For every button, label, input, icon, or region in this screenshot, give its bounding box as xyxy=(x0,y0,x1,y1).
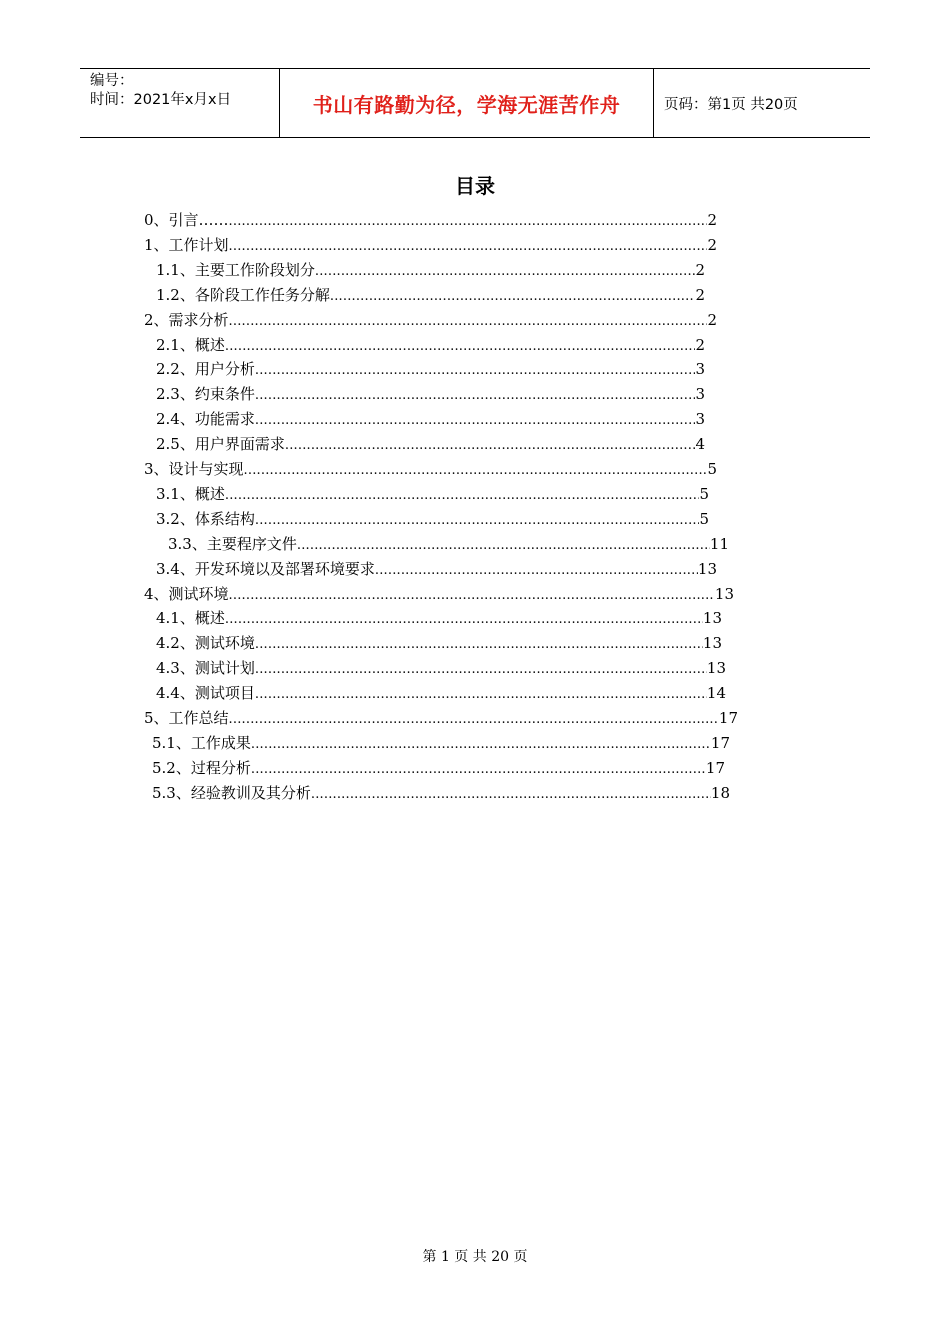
toc-entry-label: 2.5、用户界面需求 xyxy=(156,435,285,454)
toc-entry-label: 4、测试环境 xyxy=(144,584,229,603)
toc-entry-page: 17 xyxy=(718,709,738,727)
toc-entry-page: 18 xyxy=(710,783,730,802)
toc-entry-label: 4.1、概述 xyxy=(156,609,225,628)
toc-entry xyxy=(152,756,725,781)
header-motto: 书山有路勤为径，学海无涯苦作舟 xyxy=(280,69,654,137)
toc-leader-dots xyxy=(255,358,696,383)
toc-entry xyxy=(156,557,717,582)
toc-entry-page: 5 xyxy=(699,484,709,503)
toc-leader-dots xyxy=(255,682,707,707)
toc-leader-dots xyxy=(229,234,708,259)
toc-entry-label: 3.2、体系结构 xyxy=(156,509,255,528)
toc-entry xyxy=(156,333,705,358)
toc-leader-dots xyxy=(244,458,708,483)
toc-entry xyxy=(156,357,705,382)
toc-entry-label: 4.3、测试计划 xyxy=(156,659,255,678)
toc-entry-page: 2 xyxy=(707,211,717,229)
toc-entry xyxy=(168,532,729,557)
toc-leader-dots xyxy=(255,383,696,408)
toc-entry xyxy=(156,507,709,532)
toc-entry-label: 2、需求分析 xyxy=(144,310,229,329)
toc-leader-dots xyxy=(225,483,700,508)
toc-leader-dots xyxy=(375,558,698,583)
toc-entry-page: 2 xyxy=(707,310,717,329)
toc-entry xyxy=(144,582,734,607)
toc-leader-dots xyxy=(251,732,711,757)
toc-entry-label: 3.3、主要程序文件 xyxy=(168,534,297,553)
page-footer: 第 1 页 共 20 页 xyxy=(422,1249,528,1265)
toc-entry-page: 13 xyxy=(697,559,717,578)
toc-entry xyxy=(156,631,722,656)
header-page-info: 页码：第1页 共20页 xyxy=(664,96,798,113)
toc-leader-dots xyxy=(229,309,708,334)
toc-entry-label: 3.1、概述 xyxy=(156,484,225,503)
toc-entry xyxy=(156,407,705,432)
toc-entry-label: 1.2、各阶段工作任务分解 xyxy=(156,285,330,304)
toc-leader-dots xyxy=(311,782,711,807)
toc-leader-dots xyxy=(225,334,696,359)
toc-entry-label: 5.2、过程分析 xyxy=(152,758,251,777)
toc-entry-page: 2 xyxy=(707,235,717,254)
toc-entry xyxy=(144,233,717,258)
toc-entry xyxy=(152,731,730,756)
toc-entry-label: 3.4、开发环境以及部署环境要求 xyxy=(156,559,375,578)
toc-leader-dots xyxy=(255,657,707,682)
toc-entry-label: 3、设计与实现 xyxy=(144,460,244,478)
toc-leader-dots xyxy=(229,209,708,234)
toc-leader-dots xyxy=(255,408,696,433)
toc-title: 目录 xyxy=(455,174,495,198)
toc-entry-label: 2.2、用户分析 xyxy=(156,360,255,379)
toc-entry-label: 5.1、工作成果 xyxy=(152,733,251,752)
toc-leader-dots xyxy=(297,533,710,558)
toc-entry-label: 2.3、约束条件 xyxy=(156,385,255,404)
toc-entry-label: 1、工作计划 xyxy=(144,235,229,254)
toc-entry-page: 13 xyxy=(702,609,722,628)
toc-leader-dots xyxy=(330,284,696,309)
toc-entry-page: 13 xyxy=(706,659,726,678)
toc-entry xyxy=(156,432,705,457)
toc-entry-page: 13 xyxy=(714,584,734,603)
toc-entry-page: 2 xyxy=(695,335,705,354)
toc-entry xyxy=(156,656,726,681)
toc-leader-dots xyxy=(229,583,715,608)
toc-entry xyxy=(156,482,709,507)
toc-entry xyxy=(152,781,730,806)
toc-entry-page: 11 xyxy=(709,534,729,553)
toc-leader-dots xyxy=(225,607,703,632)
toc-entry-label: 5.3、经验教训及其分析 xyxy=(152,783,311,802)
toc-entry-label: 0、引言…… xyxy=(144,211,229,229)
toc-leader-dots xyxy=(315,259,696,284)
date-label: 时间：2021年x月x日 xyxy=(90,92,232,108)
toc-entry-label: 5、工作总结 xyxy=(144,709,229,727)
toc-entry xyxy=(156,681,726,706)
toc-leader-dots xyxy=(229,707,719,732)
toc-leader-dots xyxy=(251,757,706,782)
toc-leader-dots xyxy=(255,632,703,657)
toc-entry xyxy=(156,382,705,407)
toc-entry-page: 13 xyxy=(702,634,722,653)
toc-entry-page: 5 xyxy=(699,509,709,528)
toc-entry-page: 2 xyxy=(695,285,705,304)
toc-entry-page: 4 xyxy=(695,435,705,454)
toc-entry xyxy=(156,606,722,631)
toc-entry-label: 2.1、概述 xyxy=(156,335,225,354)
toc-entry xyxy=(156,283,705,308)
toc-entry-page: 17 xyxy=(705,758,725,777)
toc-entry-page: 17 xyxy=(710,733,730,752)
toc-entry-page: 5 xyxy=(707,460,717,478)
toc-leader-dots xyxy=(255,508,700,533)
toc-entry xyxy=(144,308,717,333)
toc-entry xyxy=(144,706,738,731)
toc-entry-page: 3 xyxy=(695,360,705,379)
toc-leader-dots xyxy=(285,433,696,458)
header-left-cell xyxy=(80,69,280,137)
toc-entry-page: 3 xyxy=(695,385,705,404)
toc-entry-page: 2 xyxy=(695,260,705,279)
toc-entry xyxy=(144,457,717,482)
toc-entry-page: 3 xyxy=(695,410,705,429)
toc-entry xyxy=(156,258,705,283)
toc-entry xyxy=(144,208,717,233)
toc-entry-label: 1.1、主要工作阶段划分 xyxy=(156,260,315,279)
toc-entry-label: 4.4、测试项目 xyxy=(156,684,255,703)
toc-entry-page: 14 xyxy=(706,684,726,703)
toc-entry-label: 4.2、测试环境 xyxy=(156,634,255,653)
number-label: 编号： xyxy=(90,73,134,89)
page-header xyxy=(80,68,870,138)
toc-entry-label: 2.4、功能需求 xyxy=(156,410,255,429)
